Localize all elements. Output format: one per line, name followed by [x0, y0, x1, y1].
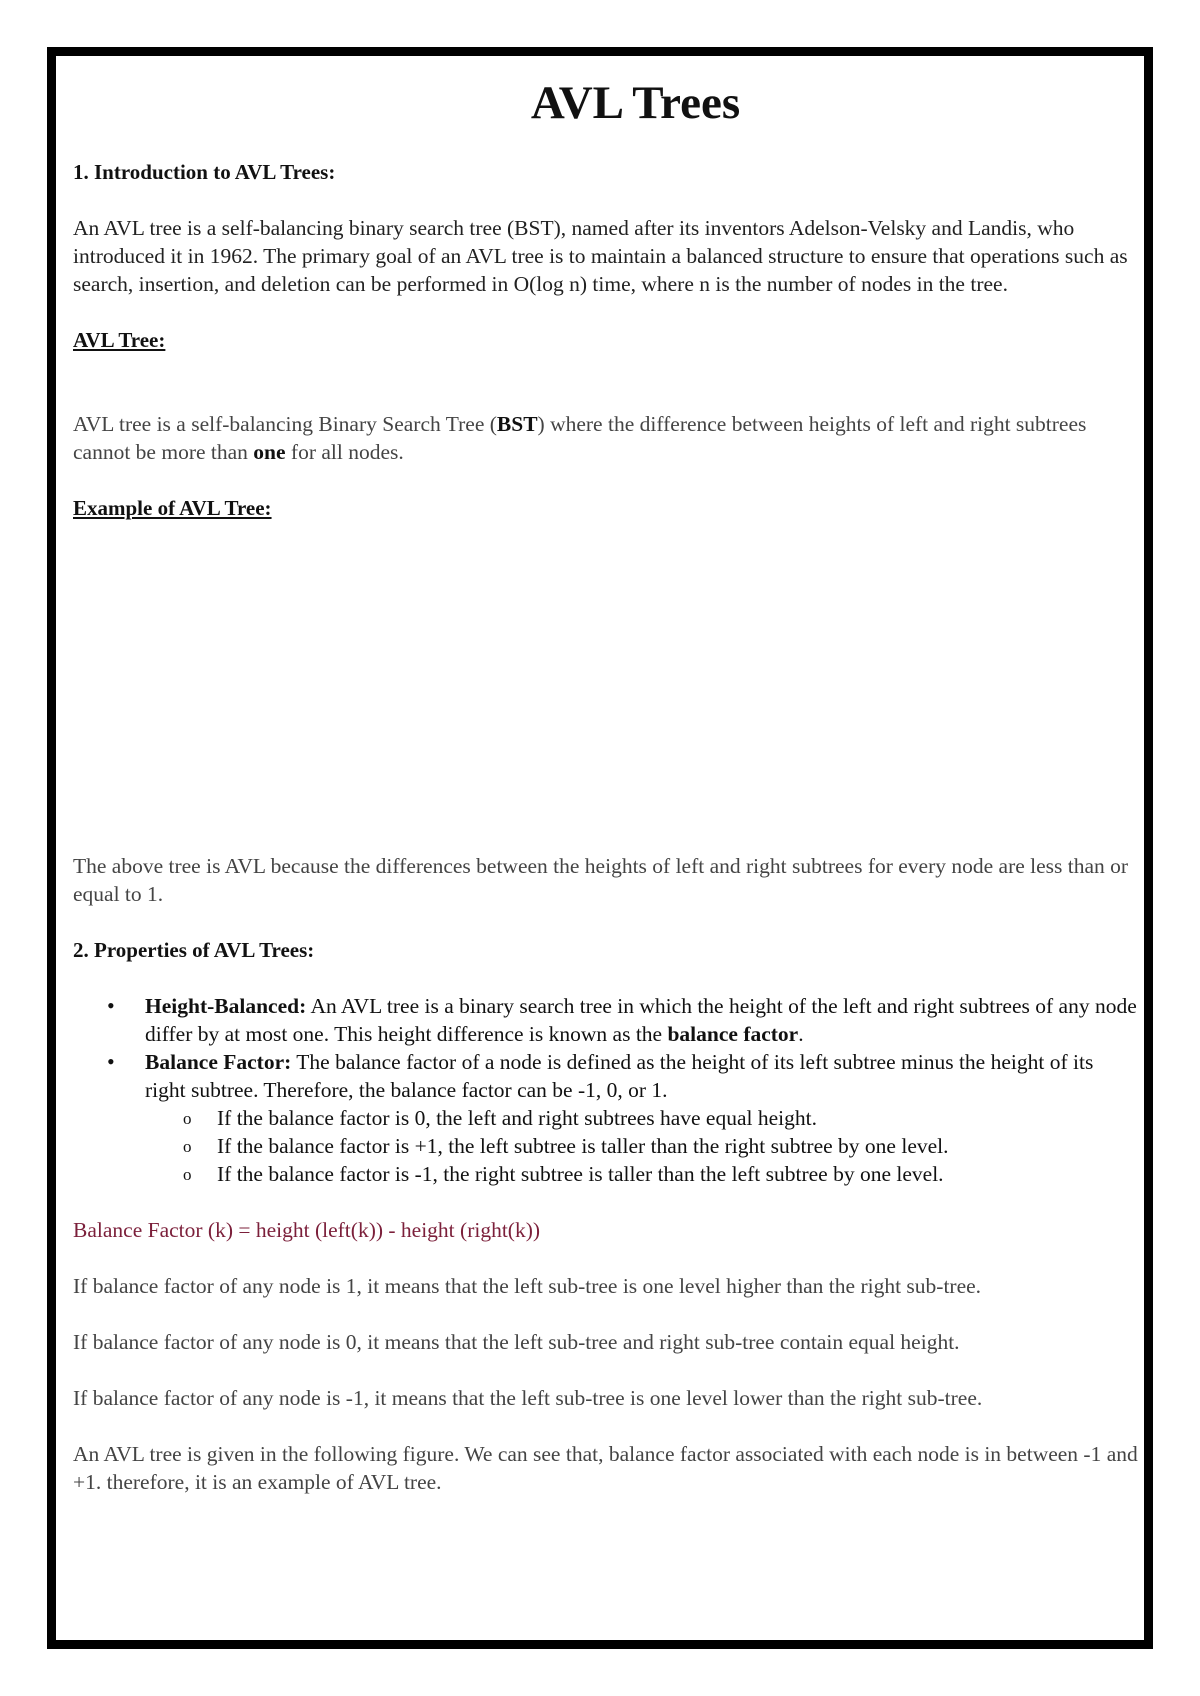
intro-heading: 1. Introduction to AVL Trees:	[73, 159, 336, 184]
properties-heading: 2. Properties of AVL Trees:	[73, 937, 315, 962]
example-caption: The above tree is AVL because the differences between the heights of left and right subtrees for every node are less than or equal to 1.	[73, 853, 1129, 906]
balance-factor-formula: Balance Factor (k) = height (left(k)) - height (right(k))	[73, 1217, 541, 1242]
list-item: o If the balance factor is -1, the right subtree is taller than the left subtree by one level.	[217, 1160, 1138, 1188]
example-heading: Example of AVL Tree:	[73, 495, 272, 520]
list-item: • Height-Balanced: An AVL tree is a binary search tree in which the height of the left and right subtrees of any node differ by at most one. This height difference is known as the balance factor.	[145, 992, 1138, 1048]
document-body	[73, 62, 1138, 1496]
avl-tree-heading: AVL Tree:	[73, 327, 166, 352]
paragraph-bf-positive: If balance factor of any node is 1, it means that the left sub-tree is one level higher than the right sub-tree.	[73, 1273, 982, 1298]
list-item: o If the balance factor is +1, the left subtree is taller than the right subtree by one level.	[217, 1132, 1138, 1160]
paragraph-conclusion: An AVL tree is given in the following figure. We can see that, balance factor associated with each node is in between -1 and +1. therefore, it is an example of AVL tree.	[73, 1441, 1138, 1494]
balance-factor-sublist	[145, 1104, 1138, 1188]
list-item: o If the balance factor is 0, the left and right subtrees have equal height.	[217, 1104, 1138, 1132]
page-title: AVL Trees	[530, 77, 741, 129]
paragraph-bf-zero: If balance factor of any node is 0, it means that the left sub-tree and right sub-tree contain equal height.	[73, 1329, 960, 1354]
avl-tree-diagram	[73, 522, 1138, 852]
list-item: • Balance Factor: The balance factor of a node is defined as the height of its left subtree minus the height of its right subtree. Therefore, the balance factor can be -1, 0, or 1. o If the balance factor is 0, the left and right subtrees have equal height. o If the balance factor is +1, the left subtree is taller than the right subtree by one level. o If the balance factor is -1, the right subtree is taller than the left subtree by one level.	[145, 1048, 1138, 1188]
intro-text: An AVL tree is a self-balancing binary search tree (BST), named after its inventors Adelson-Velsky and Landis, who introduced it in 1962. The primary goal of an AVL tree is to maintain a balanced structure to ensure that operations such as search, insertion, and deletion can be performed in O(log n) time, where n is the number of nodes in the tree.	[73, 215, 1128, 296]
paragraph-bf-negative: If balance factor of any node is -1, it means that the left sub-tree is one level lower than the right sub-tree.	[73, 1385, 983, 1410]
avl-tree-definition: AVL tree is a self-balancing Binary Search Tree (BST) where the difference between heights of left and right subtrees cannot be more than one for all nodes.	[73, 411, 1087, 464]
properties-list	[73, 992, 1138, 1188]
